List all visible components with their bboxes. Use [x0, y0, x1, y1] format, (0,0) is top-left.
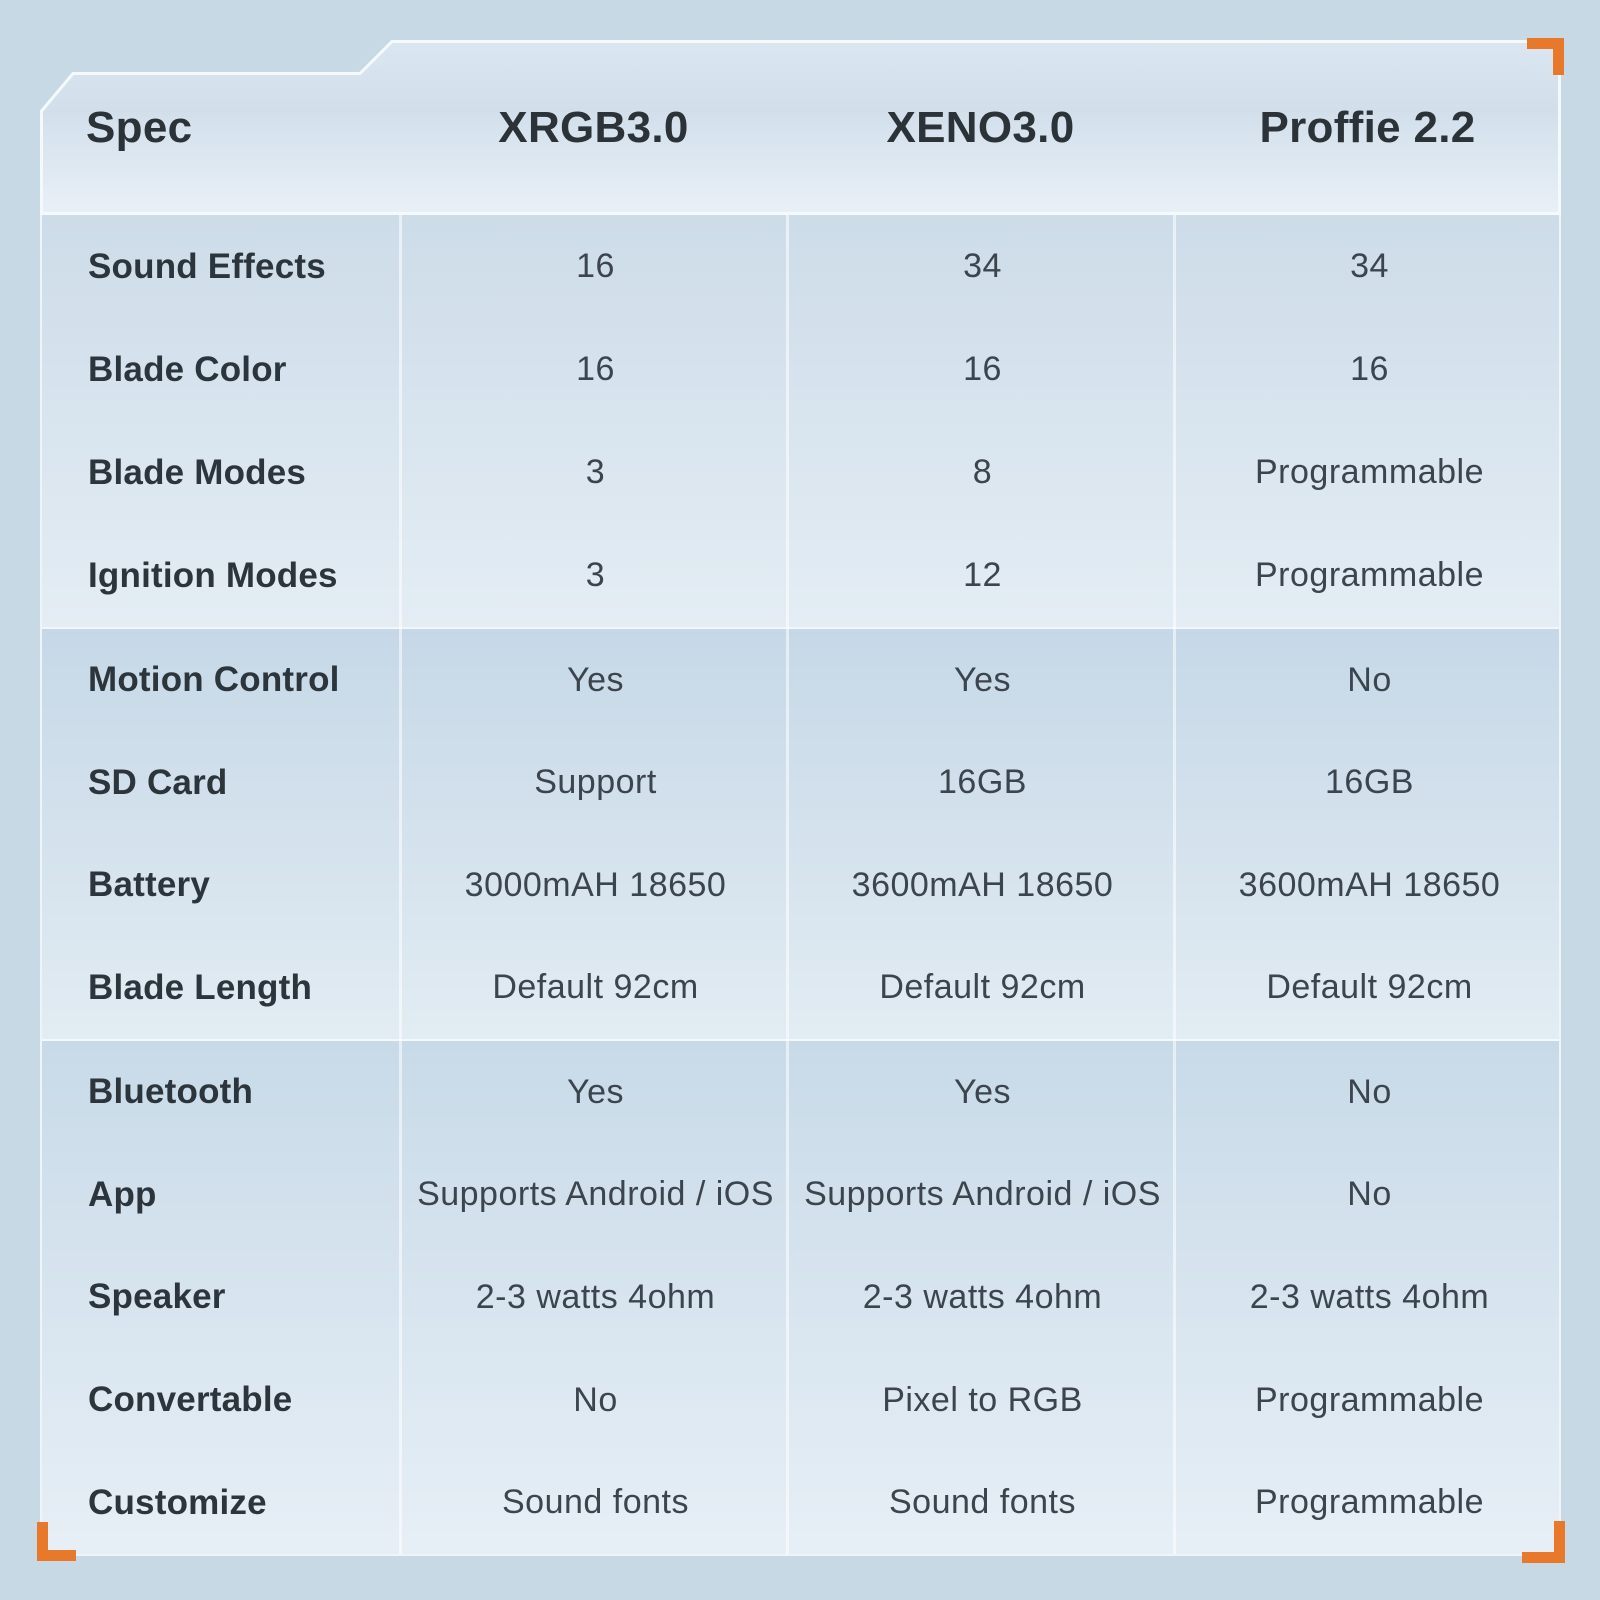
row-label: Battery [88, 865, 211, 905]
table-row [42, 1041, 1559, 1144]
row-label: App [88, 1174, 157, 1214]
corner-bracket-bottom-left [37, 1522, 76, 1561]
row-value: 34 [1350, 247, 1389, 285]
row-label: Customize [88, 1482, 267, 1522]
table-row [42, 1349, 1559, 1452]
row-value: 34 [963, 247, 1002, 285]
row-value: 3000mAH 18650 [464, 865, 727, 904]
row-label: Motion Control [88, 660, 340, 700]
row-value: Default 92cm [879, 968, 1086, 1007]
row-group-2 [42, 627, 1559, 1039]
table-row [42, 1144, 1559, 1247]
row-value: 16GB [1325, 763, 1414, 802]
header-spec: Spec [86, 102, 193, 152]
row-value: Yes [954, 660, 1011, 699]
table-row [42, 318, 1559, 421]
row-value: 16 [963, 350, 1002, 388]
row-value: 2-3 watts 4ohm [475, 1277, 716, 1316]
row-label: Blade Modes [88, 452, 307, 492]
row-value: Programmable [1255, 1483, 1484, 1522]
row-value: Pixel to RGB [882, 1380, 1083, 1419]
row-value: 3 [585, 556, 606, 594]
row-value: No [1347, 1175, 1392, 1214]
row-value: Yes [567, 1072, 624, 1111]
row-label: Bluetooth [88, 1072, 254, 1112]
header-col-xrgb30: XRGB3.0 [498, 102, 689, 152]
row-value: Supports Android / iOS [417, 1175, 774, 1214]
row-label: Blade Color [88, 349, 287, 389]
row-value: Programmable [1255, 556, 1484, 594]
row-value: 3600mAH 18650 [1238, 865, 1501, 904]
row-label: Ignition Modes [88, 555, 338, 595]
row-value: Sound fonts [502, 1483, 689, 1522]
table-row [42, 524, 1559, 627]
table-row [42, 215, 1559, 318]
table-row [42, 421, 1559, 524]
row-value: Supports Android / iOS [804, 1175, 1161, 1214]
table-row [42, 1246, 1559, 1349]
row-label: SD Card [88, 762, 228, 802]
row-value: 2-3 watts 4ohm [1249, 1277, 1490, 1316]
table-row [42, 732, 1559, 835]
row-value: Yes [567, 660, 624, 699]
header-col-proffie22: Proffie 2.2 [1259, 102, 1476, 152]
row-value: Support [534, 763, 657, 802]
row-value: 16 [576, 350, 615, 388]
row-value: 8 [972, 453, 993, 491]
row-value: 16 [1350, 350, 1389, 388]
row-value: 3 [585, 453, 606, 491]
table-row [42, 1451, 1559, 1554]
table-row [42, 629, 1559, 732]
row-value: Yes [954, 1072, 1011, 1111]
row-value: Default 92cm [492, 968, 699, 1007]
header-col-xeno30: XENO3.0 [886, 102, 1075, 152]
row-value: 16 [576, 247, 615, 285]
row-group-3 [42, 1039, 1559, 1554]
row-value: 16GB [938, 763, 1027, 802]
corner-bracket-bottom-right [1522, 1521, 1565, 1563]
table-body [40, 215, 1561, 1556]
corner-bracket-top-right [1527, 38, 1564, 75]
row-value: No [1347, 1072, 1392, 1111]
row-value: 12 [963, 556, 1002, 594]
row-value: Programmable [1255, 1380, 1484, 1419]
row-group-1 [42, 215, 1559, 627]
row-value: Programmable [1255, 453, 1484, 491]
table-row [42, 834, 1559, 937]
row-label: Convertable [88, 1380, 293, 1420]
row-label: Sound Effects [88, 246, 326, 286]
table-row [42, 937, 1559, 1040]
row-value: 3600mAH 18650 [851, 865, 1114, 904]
table-header [40, 40, 1561, 215]
row-label: Blade Length [88, 967, 313, 1007]
row-value: Default 92cm [1266, 968, 1473, 1007]
row-value: 2-3 watts 4ohm [862, 1277, 1103, 1316]
row-label: Speaker [88, 1277, 226, 1317]
row-value: No [573, 1380, 618, 1419]
row-value: No [1347, 660, 1392, 699]
row-value: Sound fonts [889, 1483, 1076, 1522]
